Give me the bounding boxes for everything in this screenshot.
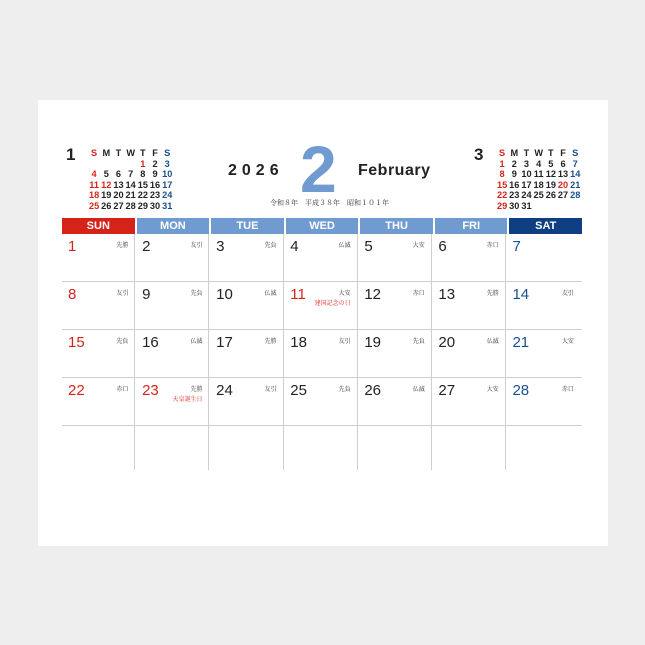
day-cell[interactable] <box>136 282 209 329</box>
week-row <box>62 234 582 282</box>
day-cell[interactable] <box>136 330 209 377</box>
rokuyo-label: 先勝 <box>116 243 129 249</box>
day-number: 24 <box>216 382 233 399</box>
rokuyo-label: 大安 <box>412 243 425 249</box>
day-number: 17 <box>216 334 233 351</box>
mini-day: 2 <box>152 158 158 169</box>
mini-day: 30 <box>149 200 161 211</box>
mini-day: 23 <box>509 190 520 200</box>
mini-weekday-header: M <box>102 148 111 158</box>
rokuyo-label: 仏滅 <box>486 339 499 345</box>
mini-weekday-header: T <box>140 148 146 158</box>
day-cell[interactable] <box>506 234 579 281</box>
day-cell[interactable] <box>432 282 505 329</box>
mini-day: 16 <box>149 179 161 190</box>
rokuyo-label: 仏滅 <box>190 339 203 345</box>
mini-day: 6 <box>115 169 122 179</box>
rokuyo-label: 大安 <box>561 339 574 345</box>
rokuyo-label: 仏滅 <box>412 387 425 393</box>
mini-day: 28 <box>570 190 581 200</box>
day-number: 5 <box>364 238 373 255</box>
mini-day <box>557 201 569 212</box>
empty-cell <box>62 426 135 470</box>
day-number: 23 <box>142 382 159 399</box>
mini-day: 16 <box>509 179 520 190</box>
day-number: 4 <box>290 238 299 255</box>
rokuyo-label: 大安 <box>486 387 499 393</box>
mini-day: 18 <box>88 190 100 200</box>
next-month-number: 3 <box>474 145 484 164</box>
mini-day <box>88 159 100 170</box>
mini-day: 2 <box>511 158 517 169</box>
day-number: 26 <box>364 382 381 399</box>
mini-day: 23 <box>149 190 161 200</box>
mini-day: 9 <box>511 169 517 179</box>
day-cell[interactable] <box>62 330 135 377</box>
mini-day: 4 <box>91 169 97 179</box>
mini-day: 26 <box>545 190 556 200</box>
mini-day: 6 <box>560 158 566 169</box>
day-cell[interactable] <box>62 282 135 329</box>
mini-day: 19 <box>545 179 556 190</box>
mini-day: 3 <box>164 158 170 169</box>
weeks-container <box>62 234 582 470</box>
mini-day <box>569 201 581 212</box>
rokuyo-label: 先勝 <box>190 387 203 393</box>
prev-month-number: 1 <box>66 145 76 164</box>
rokuyo-label: 赤口 <box>116 387 129 393</box>
day-cell[interactable] <box>284 378 357 425</box>
day-number: 19 <box>364 334 381 351</box>
mini-day: 21 <box>570 179 581 190</box>
day-number: 6 <box>438 238 447 255</box>
rokuyo-label: 友引 <box>561 291 574 297</box>
rokuyo-label: 先負 <box>116 339 129 345</box>
day-number: 11 <box>290 286 306 303</box>
mini-day: 13 <box>557 169 569 179</box>
day-cell[interactable] <box>432 234 505 281</box>
mini-weekday-header: W <box>534 148 543 158</box>
mini-day: 15 <box>496 179 508 190</box>
mini-day: 4 <box>536 158 542 169</box>
mini-day: 24 <box>521 190 532 200</box>
mini-day <box>545 201 557 212</box>
mini-day: 11 <box>533 169 544 179</box>
day-number: 28 <box>512 382 530 399</box>
mini-weekday-header: T <box>115 148 122 158</box>
prev-month-grid <box>88 148 173 211</box>
mini-day: 22 <box>137 190 148 200</box>
day-cell[interactable] <box>358 378 431 425</box>
next-month-grid <box>496 148 581 211</box>
mini-day: 5 <box>548 158 554 169</box>
day-cell[interactable] <box>284 234 357 281</box>
mini-day: 31 <box>521 200 532 211</box>
empty-cell <box>506 426 579 470</box>
week-row <box>62 378 582 426</box>
mini-day: 8 <box>499 169 505 179</box>
day-cell[interactable] <box>358 282 431 329</box>
mini-weekday-header: T <box>548 148 554 158</box>
mini-day: 29 <box>137 200 148 211</box>
day-cell[interactable] <box>210 330 283 377</box>
day-number: 21 <box>512 334 530 351</box>
mini-day <box>100 159 112 170</box>
day-cell[interactable] <box>506 282 579 329</box>
day-number: 27 <box>438 382 456 399</box>
mini-day: 9 <box>152 169 158 179</box>
mini-day: 5 <box>103 169 109 179</box>
mini-day: 3 <box>523 158 530 169</box>
blank-week-row <box>62 426 582 470</box>
mini-weekday-header: F <box>152 148 158 158</box>
year-label: 2026 <box>228 162 284 179</box>
mini-day: 14 <box>570 169 581 179</box>
mini-day: 30 <box>509 200 520 211</box>
mini-weekday-header: F <box>560 148 566 158</box>
mini-day: 25 <box>533 190 544 200</box>
mini-day: 14 <box>125 179 136 190</box>
month-number: 2 <box>300 132 337 206</box>
day-cell[interactable] <box>284 330 357 377</box>
day-number: 18 <box>290 334 307 351</box>
mini-day: 19 <box>101 190 112 200</box>
weekday-header: TUE <box>211 218 284 234</box>
mini-day <box>125 159 137 170</box>
rokuyo-label: 先勝 <box>264 339 277 345</box>
rokuyo-label: 友引 <box>338 339 351 345</box>
mini-day: 31 <box>162 200 173 211</box>
weekday-header: SUN <box>62 218 135 234</box>
mini-day <box>533 201 545 212</box>
mini-day: 26 <box>101 200 112 211</box>
day-number: 16 <box>142 334 159 351</box>
rokuyo-label: 友引 <box>116 291 129 297</box>
day-cell[interactable] <box>136 378 209 425</box>
day-cell[interactable] <box>506 378 579 425</box>
mini-weekday-header: S <box>572 148 579 158</box>
day-number: 22 <box>68 382 85 399</box>
mini-day: 27 <box>557 190 569 200</box>
mini-day: 12 <box>545 169 556 179</box>
mini-day: 17 <box>521 179 532 190</box>
empty-cell <box>210 426 283 470</box>
rokuyo-label: 先勝 <box>486 291 499 297</box>
empty-cell <box>432 426 505 470</box>
mini-day: 20 <box>113 190 124 200</box>
day-number: 2 <box>142 238 151 255</box>
day-number: 3 <box>216 238 225 255</box>
day-number: 8 <box>68 286 77 303</box>
calendar-sheet <box>38 100 608 546</box>
rokuyo-label: 大安 <box>338 291 351 297</box>
day-cell[interactable] <box>62 234 135 281</box>
mini-day: 21 <box>125 190 136 200</box>
mini-day: 13 <box>113 179 124 190</box>
day-cell[interactable] <box>210 282 283 329</box>
mini-day: 10 <box>162 169 173 179</box>
mini-weekday-header: S <box>91 148 98 158</box>
week-row <box>62 330 582 378</box>
empty-cell <box>284 426 357 470</box>
empty-cell <box>136 426 209 470</box>
mini-weekday-header: M <box>510 148 519 158</box>
day-number: 25 <box>290 382 307 399</box>
rokuyo-label: 先負 <box>412 339 425 345</box>
rokuyo-label: 友引 <box>190 243 203 249</box>
day-number: 1 <box>68 238 77 255</box>
rokuyo-label: 赤口 <box>561 387 574 393</box>
rokuyo-label: 仏滅 <box>264 291 277 297</box>
day-number: 15 <box>68 334 85 351</box>
weekday-header: MON <box>137 218 210 234</box>
rokuyo-label: 仏滅 <box>338 243 351 249</box>
mini-day <box>112 159 124 170</box>
mini-day: 12 <box>101 179 112 190</box>
weekday-header: THU <box>360 218 433 234</box>
day-cell[interactable] <box>62 378 135 425</box>
mini-day: 27 <box>113 200 124 211</box>
day-cell[interactable] <box>284 282 357 329</box>
day-cell[interactable] <box>358 234 431 281</box>
holiday-name: 建国記念の日 <box>314 301 351 307</box>
mini-day: 20 <box>557 179 569 190</box>
day-number: 13 <box>438 286 456 303</box>
day-cell[interactable] <box>432 330 505 377</box>
day-number: 7 <box>512 238 521 255</box>
weekday-header: WED <box>286 218 359 234</box>
mini-day: 1 <box>499 158 505 169</box>
day-cell[interactable] <box>358 330 431 377</box>
mini-day: 29 <box>496 200 508 211</box>
day-number: 14 <box>512 286 530 303</box>
rokuyo-label: 赤口 <box>486 243 499 249</box>
rokuyo-label: 友引 <box>264 387 277 393</box>
day-number: 10 <box>216 286 233 303</box>
weekday-header: FRI <box>435 218 508 234</box>
mini-day: 15 <box>137 179 148 190</box>
mini-day: 1 <box>140 158 146 169</box>
day-cell[interactable] <box>506 330 579 377</box>
empty-cell <box>358 426 431 470</box>
rokuyo-label: 先負 <box>338 387 351 393</box>
week-row <box>62 282 582 330</box>
mini-day: 28 <box>125 200 136 211</box>
mini-day: 7 <box>572 158 578 169</box>
mini-weekday-header: T <box>523 148 530 158</box>
mini-day: 24 <box>162 190 173 200</box>
mini-day: 22 <box>496 190 508 200</box>
day-number: 12 <box>364 286 381 303</box>
mini-day: 18 <box>533 179 544 190</box>
mini-weekday-header: S <box>499 148 506 158</box>
weekday-header-row <box>62 218 582 234</box>
mini-day: 8 <box>140 169 146 179</box>
day-number: 20 <box>438 334 456 351</box>
rokuyo-label: 赤口 <box>412 291 425 297</box>
rokuyo-label: 先負 <box>264 243 277 249</box>
day-cell[interactable] <box>432 378 505 425</box>
weekday-header: SAT <box>509 218 582 234</box>
mini-day: 7 <box>128 169 134 179</box>
day-cell[interactable] <box>210 378 283 425</box>
mini-day: 17 <box>162 179 173 190</box>
rokuyo-label: 先負 <box>190 291 203 297</box>
mini-day: 11 <box>89 179 99 190</box>
mini-day: 25 <box>88 200 100 211</box>
month-grid <box>62 218 582 470</box>
mini-weekday-header: W <box>126 148 135 158</box>
day-cell[interactable] <box>210 234 283 281</box>
holiday-name: 天皇誕生日 <box>172 397 203 403</box>
mini-day: 10 <box>521 169 532 179</box>
mini-weekday-header: S <box>164 148 171 158</box>
month-name: February <box>358 162 431 179</box>
day-cell[interactable] <box>136 234 209 281</box>
era-years: 令和８年 平成３８年 昭和１０１年 <box>270 200 389 207</box>
day-number: 9 <box>142 286 151 303</box>
